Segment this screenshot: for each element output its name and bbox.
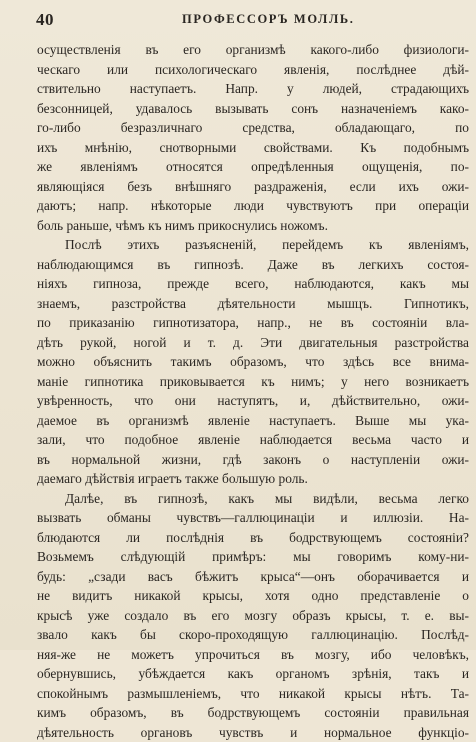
text-line: маніе гипнотика приковывается къ нимъ; у него возникаетъ xyxy=(37,372,469,392)
text-line: го-либо безразличнаго средства, обладающаго, по xyxy=(37,118,469,138)
page-number: 40 xyxy=(36,10,54,30)
paragraph xyxy=(37,235,469,489)
text-line: боль раньше, чѣмъ къ нимъ прикоснулись ножомъ. xyxy=(37,216,469,236)
text-line: кимъ образомъ, въ бодрствующемъ состояніи правильная xyxy=(37,703,469,723)
text-line: въ нормальной жизни, гдѣ законъ о наступленіи ожи- xyxy=(37,450,469,470)
paragraph xyxy=(37,40,469,235)
text-line: зали, что подобное явленіе наблюдается весьма часто и xyxy=(37,430,469,450)
text-line: крысѣ уже создало въ его мозгу образъ крысы, т. е. вы- xyxy=(37,606,469,626)
text-line: даютъ; напр. нѣкоторые люди чувствуютъ при операціи xyxy=(37,196,469,216)
text-line: звало какъ бы скоро-проходящую галлюцинацію. Послѣд- xyxy=(37,625,469,645)
paragraph xyxy=(37,489,469,742)
text-line: няя-же не можетъ упрочиться въ мозгу, ибо человѣкъ, xyxy=(37,645,469,665)
text-line: безсонницей, удавалось вызывать сонъ назначеніемъ како- xyxy=(37,99,469,119)
text-line: дѣть рукой, ногой и т. д. Эти двигательныя разстройства xyxy=(37,333,469,353)
text-line: спокойнымъ размышленіемъ, что никакой крысы нѣтъ. Та- xyxy=(37,684,469,704)
text-line: осуществленія въ его организмѣ какого-либо физиологи- xyxy=(37,40,469,60)
body-text xyxy=(37,40,469,742)
text-line: по приказанію гипнотизатора, напр., не въ состояніи вла- xyxy=(37,313,469,333)
text-line: Возьмемъ слѣдующій примѣръ: мы говоримъ кому-ни- xyxy=(37,547,469,567)
text-line: Послѣ этихъ разъясненій, перейдемъ къ явленіямъ, xyxy=(37,235,469,255)
text-line: знаемъ, разстройства дѣятельности мышцъ. Гипнотикъ, xyxy=(37,294,469,314)
text-line: не видитъ никакой крысы, хотя одно представленіе о xyxy=(37,586,469,606)
running-title: ПРОФЕССОРЪ МОЛЛЬ. xyxy=(182,12,354,27)
text-line: даемаго дѣйствія играетъ также большую роль. xyxy=(37,469,469,489)
text-line: ихъ мнѣнію, снотворными свойствами. Къ подобнымъ xyxy=(37,138,469,158)
text-line: ніяхъ гипноза, прежде всего, наблюдаются, какъ мы xyxy=(37,274,469,294)
text-line: дѣятельность органовъ чувствъ и нормальное функціо- xyxy=(37,723,469,742)
text-line: можно объяснить такимъ образомъ, что здѣсь все внима- xyxy=(37,352,469,372)
text-line: Далѣе, въ гипнозѣ, какъ мы видѣли, весьма легко xyxy=(37,489,469,509)
text-line: ческаго или психологическаго явленія, послѣднее дѣй- xyxy=(37,60,469,80)
text-line: являющіяся безъ внѣшняго раздраженія, если ихъ ожи- xyxy=(37,177,469,197)
text-line: ствительно наступаетъ. Напр. у людей, страдающихъ xyxy=(37,79,469,99)
text-line: же явленіямъ относятся опредѣленныя ощущенія, по- xyxy=(37,157,469,177)
text-line: даемое въ организмѣ явленіе наступаетъ. Выше мы ука- xyxy=(37,411,469,431)
text-line: наблюдающимся въ гипнозѣ. Даже въ легкихъ состоя- xyxy=(37,255,469,275)
text-line: увѣренность, что они наступятъ, и, дѣйствительно, ожи- xyxy=(37,391,469,411)
text-line: блюдаются ли послѣднія въ бодрствующемъ состояніи? xyxy=(37,528,469,548)
text-line: вызвать обманы чувствъ—галлюцинаціи и иллюзіи. На- xyxy=(37,508,469,528)
text-line: будь: „сзади васъ бѣжитъ крыса“—онъ оборачивается и xyxy=(37,567,469,587)
running-head xyxy=(36,10,464,34)
text-line: обернувшись, убѣждается какъ органомъ зрѣнія, такъ и xyxy=(37,664,469,684)
